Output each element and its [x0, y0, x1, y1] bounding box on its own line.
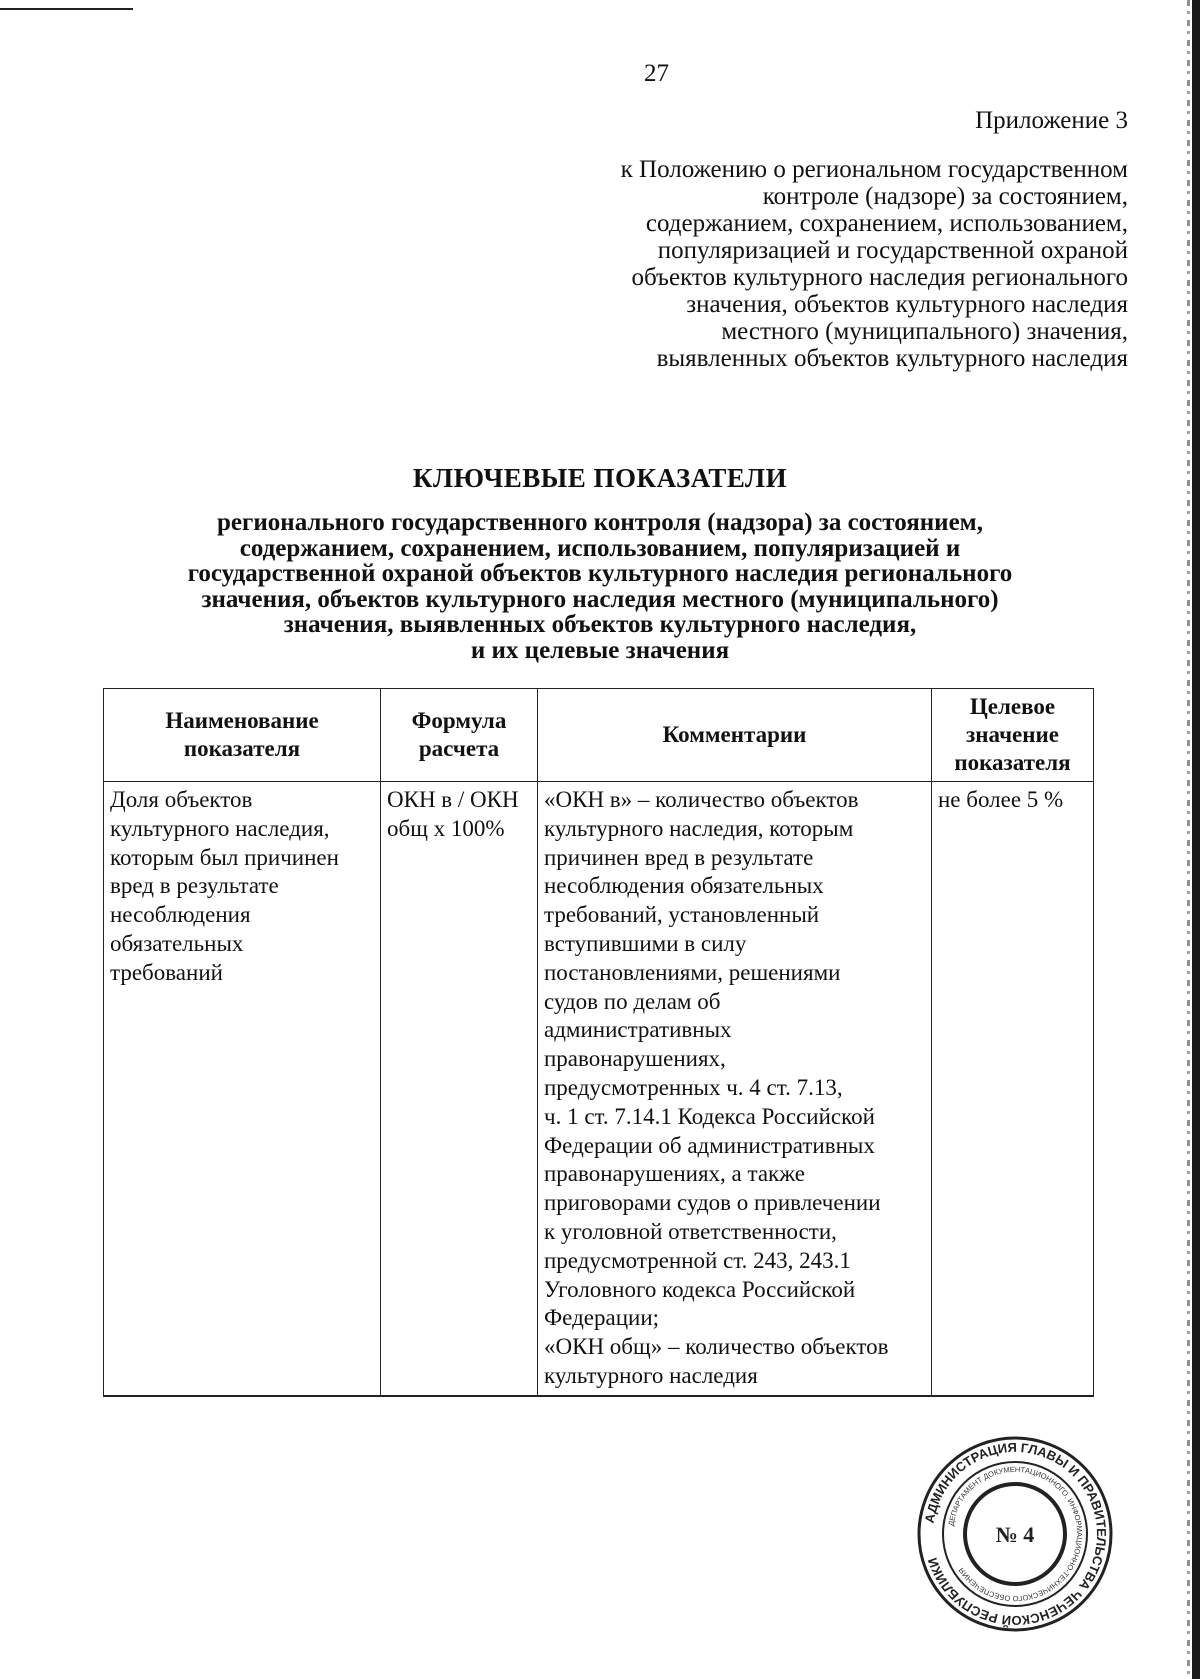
indicators-table	[103, 688, 1094, 1397]
title-line: содержанием, сохранением, использованием, популяризацией и	[239, 534, 961, 562]
scan-right-edge	[1192, 0, 1200, 1679]
appendix-block	[621, 105, 1128, 372]
cell-line: несоблюдения обязательных	[544, 873, 824, 899]
cell-indicator-name	[104, 782, 381, 1396]
cell-line: «ОКН в» – количество объектов	[544, 787, 859, 812]
title-main: КЛЮЧЕВЫЕ ПОКАЗАТЕЛИ	[412, 463, 788, 493]
cell-line: судов по делам об	[544, 988, 721, 1014]
cell-line: которым был причинен	[110, 844, 339, 870]
header-indicator-name: Наименование показателя	[104, 689, 381, 782]
title-line: государственной охраной объектов культурного наследия регионального	[187, 560, 1013, 587]
cell-line: культурного наследия, которым	[544, 815, 854, 841]
appendix-line: популяризацией и государственной охраной	[657, 236, 1128, 264]
cell-line: правонарушениях,	[544, 1046, 726, 1072]
appendix-line: содержанием, сохранением, использованием,	[645, 209, 1128, 237]
document-title	[100, 463, 1100, 663]
page-number: 27	[644, 60, 669, 87]
cell-line: Уголовного кодекса Российской	[544, 1276, 856, 1302]
title-line: и их целевые значения	[470, 636, 730, 664]
cell-line: приговорами судов о привлечении	[544, 1190, 881, 1216]
cell-formula	[381, 782, 538, 1396]
appendix-line: местного (муниципального) значения,	[721, 317, 1128, 345]
cell-line: Федерации;	[544, 1305, 660, 1331]
cell-target-value: не более 5 %	[932, 782, 1094, 1396]
cell-line: вред в результате	[110, 873, 279, 899]
cell-line: общ х 100%	[387, 815, 505, 841]
appendix-line: значения, объектов культурного наследия	[686, 290, 1128, 318]
cell-line: несоблюдения	[110, 902, 251, 928]
scan-top-rule	[0, 8, 133, 10]
cell-line: «ОКН общ» – количество объектов	[544, 1334, 889, 1360]
cell-line: причинен вред в результате	[544, 844, 814, 870]
table-row	[104, 782, 1094, 1396]
seal-outer-text: АДМИНИСТРАЦИЯ ГЛАВЫ И ПРАВИТЕЛЬСТВА ЧЕЧЕНСКОЙ РЕСПУБЛИКИ	[921, 1439, 1110, 1629]
cell-line: требований, установленный	[544, 902, 820, 928]
header-target-value: Целевое значение показателя	[932, 689, 1094, 782]
appendix-label: Приложение 3	[975, 107, 1128, 134]
cell-line: ч. 1 ст. 7.14.1 Кодекса Российской	[544, 1103, 875, 1129]
appendix-reference	[621, 156, 1128, 372]
official-seal	[915, 1434, 1115, 1634]
cell-line: вступившими в силу	[544, 930, 747, 956]
seal-number: № 4	[995, 1522, 1035, 1547]
cell-line: правонарушениях, а также	[544, 1161, 806, 1187]
title-line: значения, объектов культурного наследия местного (муниципального)	[201, 585, 999, 613]
appendix-line: контроле (надзоре) за состоянием,	[762, 182, 1128, 210]
cell-line: административных	[544, 1017, 732, 1043]
title-line: регионального государственного контроля (надзора) за состоянием,	[217, 509, 983, 536]
appendix-line: выявленных объектов культурного наследия	[656, 344, 1128, 372]
table-header-row	[104, 689, 1094, 782]
cell-line: постановлениями, решениями	[544, 959, 841, 985]
seal-inner-text: ДЕПАРТАМЕНТ ДОКУМЕНТАЦИОННОГО, ИНФОРМАЦИОННО-ТЕХНИЧЕСКОГО ОБЕСПЕЧЕНИЯ	[946, 1464, 1085, 1604]
scan-edge-noise	[1187, 0, 1190, 1679]
cell-line: Федерации об административных	[544, 1132, 875, 1158]
cell-line: ОКН в / ОКН	[387, 787, 519, 812]
cell-line: культурного наследия	[544, 1362, 758, 1388]
header-formula: Формула расчета	[381, 689, 538, 782]
cell-line: Доля объектов	[110, 787, 253, 812]
appendix-line: объектов культурного наследия регионального	[631, 263, 1128, 291]
cell-line: требований	[110, 959, 223, 985]
title-subtitle	[100, 510, 1100, 663]
cell-line: предусмотренной ст. 243, 243.1	[544, 1247, 851, 1273]
appendix-line: к Положению о региональном государственном	[620, 155, 1128, 183]
title-line: значения, выявленных объектов культурного наследия,	[283, 611, 917, 638]
cell-comments	[538, 782, 932, 1396]
cell-line: обязательных	[110, 930, 244, 956]
cell-line: предусмотренных ч. 4 ст. 7.13,	[544, 1074, 843, 1100]
header-comments: Комментарии	[538, 689, 932, 782]
cell-line: культурного наследия,	[110, 815, 330, 841]
cell-line: к уголовной ответственности,	[544, 1218, 837, 1244]
